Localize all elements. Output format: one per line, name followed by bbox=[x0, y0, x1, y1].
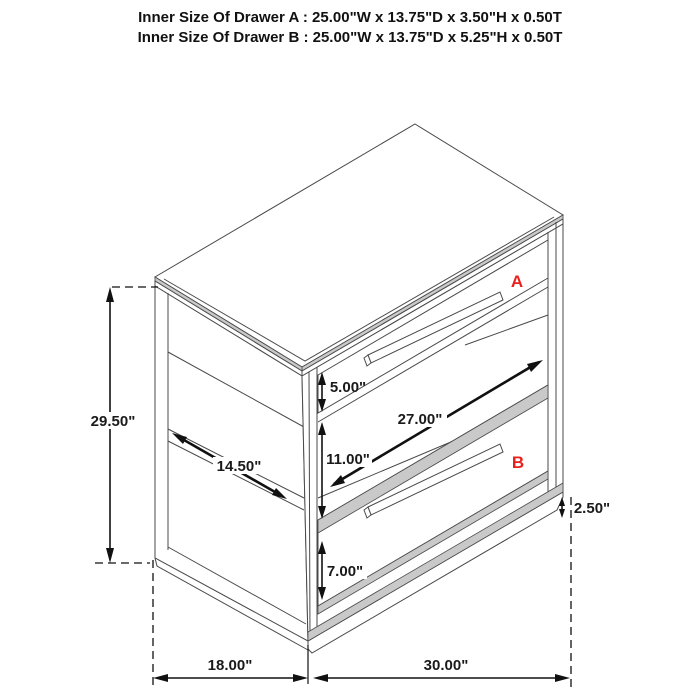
drawer-a-size-text: Inner Size Of Drawer A : 25.00"W x 13.75"D x 3.50"H x 0.50T bbox=[138, 9, 562, 26]
drawer-b-label: B bbox=[511, 453, 525, 472]
dim-overall-depth: 18.00" bbox=[207, 657, 253, 674]
dim-inner-width: 27.00" bbox=[397, 411, 443, 428]
drawer-a-label: A bbox=[510, 272, 524, 291]
dim-overall-height: 29.50" bbox=[90, 413, 136, 430]
dim-opening-height: 11.00" bbox=[326, 451, 370, 468]
drawer-b-size-text: Inner Size Of Drawer B : 25.00"W x 13.75"D x 5.25"H x 0.50T bbox=[137, 29, 563, 46]
dim-overall-width: 30.00" bbox=[423, 657, 469, 674]
dim-drawer-a-height: 5.00" bbox=[329, 379, 367, 396]
dim-drawer-b-height: 7.00" bbox=[326, 563, 364, 580]
dim-shelf-depth: 14.50" bbox=[216, 458, 262, 475]
dim-base-height: 2.50" bbox=[573, 500, 611, 517]
